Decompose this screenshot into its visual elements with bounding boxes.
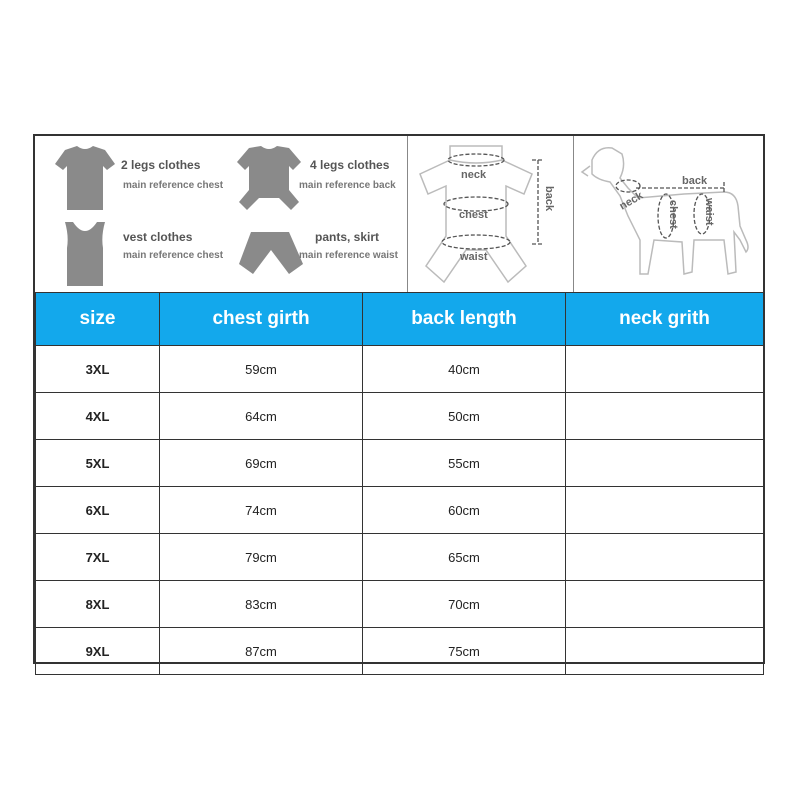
tshirt-icon <box>55 146 115 210</box>
size-cell: 3XL <box>36 346 160 393</box>
dog-measure-diagram <box>573 136 764 292</box>
table-row <box>36 487 764 534</box>
garment-back-label: back <box>543 186 555 212</box>
header-back-length: back length <box>363 293 566 346</box>
size-table <box>35 292 764 675</box>
dog-outline-icon <box>574 136 764 292</box>
neck-cell <box>566 346 764 393</box>
pants-sub: main reference waist <box>299 250 398 261</box>
garment-neck-label: neck <box>461 169 487 181</box>
pants-icon <box>239 232 303 274</box>
header-neck-grith: neck grith <box>566 293 764 346</box>
table-row <box>36 346 764 393</box>
vest-sub: main reference chest <box>123 250 224 261</box>
back-cell: 65cm <box>363 534 566 581</box>
garment-reference-area <box>35 136 763 293</box>
chest-cell: 64cm <box>160 393 363 440</box>
dog-back-label: back <box>682 175 708 187</box>
header-size: size <box>36 293 160 346</box>
neck-cell <box>566 487 764 534</box>
dog-neck-label: neck <box>617 189 646 213</box>
chest-cell: 83cm <box>160 581 363 628</box>
neck-cell <box>566 534 764 581</box>
size-cell: 6XL <box>36 487 160 534</box>
size-cell: 5XL <box>36 440 160 487</box>
clothing-type-legend <box>35 136 407 292</box>
size-table-wrapper <box>35 292 763 675</box>
size-chart <box>33 134 765 664</box>
back-cell: 60cm <box>363 487 566 534</box>
garment-waist-label: waist <box>460 251 488 263</box>
four-legs-title: 4 legs clothes <box>310 158 390 172</box>
table-row <box>36 534 764 581</box>
back-cell: 50cm <box>363 393 566 440</box>
vest-title: vest clothes <box>123 230 193 244</box>
neck-cell <box>566 393 764 440</box>
chest-cell: 74cm <box>160 487 363 534</box>
size-cell: 9XL <box>36 628 160 675</box>
two-legs-title: 2 legs clothes <box>121 158 201 172</box>
table-row <box>36 628 764 675</box>
chest-cell: 87cm <box>160 628 363 675</box>
back-cell: 40cm <box>363 346 566 393</box>
chest-cell: 69cm <box>160 440 363 487</box>
chest-cell: 59cm <box>160 346 363 393</box>
pants-title: pants, skirt <box>315 230 380 244</box>
four-legs-sub: main reference back <box>299 180 396 191</box>
table-row <box>36 393 764 440</box>
neck-cell <box>566 628 764 675</box>
two-legs-sub: main reference chest <box>123 180 224 191</box>
size-cell: 4XL <box>36 393 160 440</box>
size-cell: 7XL <box>36 534 160 581</box>
dog-chest-label: chest <box>667 200 679 229</box>
size-cell: 8XL <box>36 581 160 628</box>
neck-cell <box>566 440 764 487</box>
garment-measure-diagram <box>407 136 574 292</box>
neck-cell <box>566 581 764 628</box>
back-cell: 55cm <box>363 440 566 487</box>
garment-outline-icon <box>408 136 574 292</box>
header-chest-girth: chest girth <box>160 293 363 346</box>
back-cell: 75cm <box>363 628 566 675</box>
vest-icon <box>65 222 105 286</box>
garment-chest-label: chest <box>459 209 488 221</box>
table-row <box>36 581 764 628</box>
four-leg-clothes-icon <box>237 146 301 210</box>
chest-cell: 79cm <box>160 534 363 581</box>
table-row <box>36 440 764 487</box>
dog-waist-label: waist <box>703 198 715 226</box>
back-cell: 70cm <box>363 581 566 628</box>
table-header-row <box>36 293 764 346</box>
